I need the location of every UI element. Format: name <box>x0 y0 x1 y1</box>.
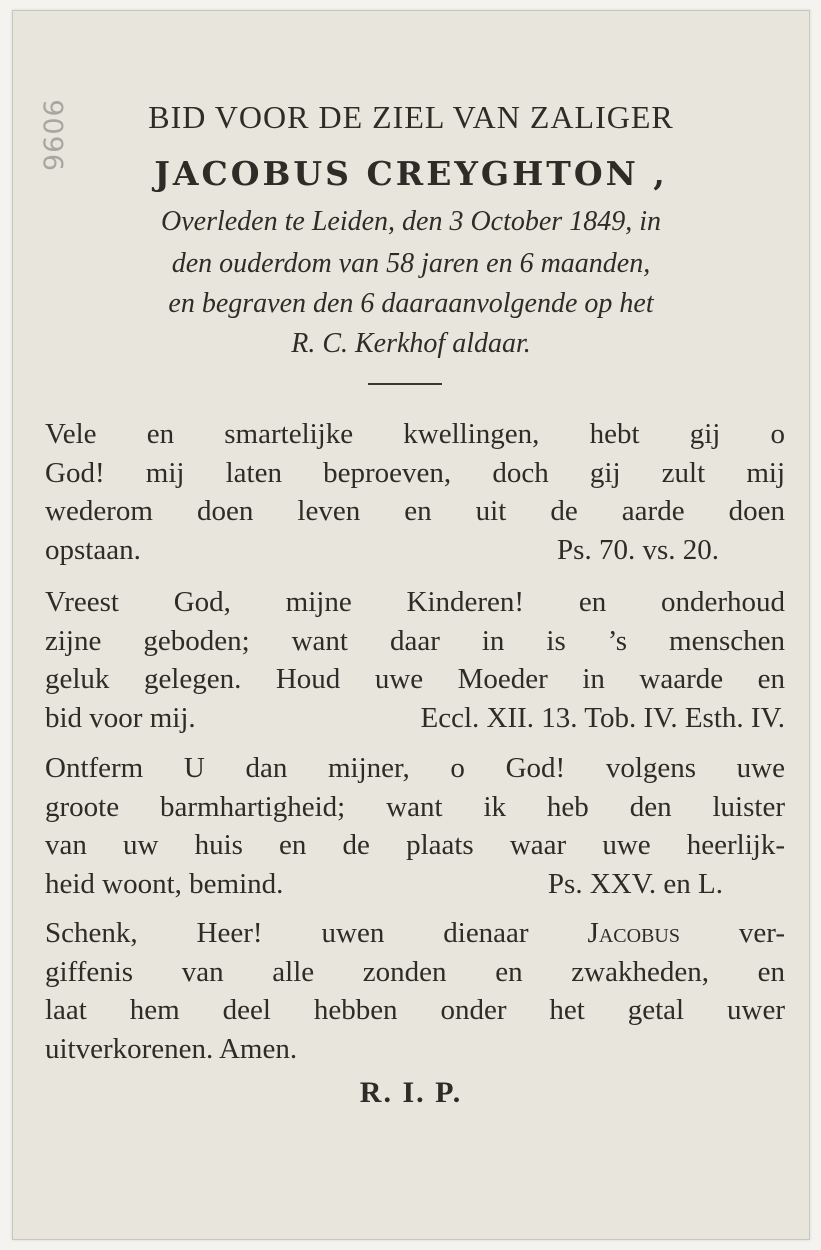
verse-line: geluk gelegen. Houd uwe Moeder in waarde en <box>45 663 785 695</box>
verse-paragraph-2 <box>45 583 785 737</box>
heading-intro: BID VOOR DE ZIEL VAN ZALIGER <box>148 99 674 135</box>
verse-paragraph-4 <box>45 914 785 1068</box>
verse-line: van uw huis en de plaats waar uwe heerlijk- <box>45 829 785 861</box>
verse-line: groote barmhartigheid; want ik heb den luister <box>45 790 785 823</box>
rip-closing: R. I. P. <box>359 1076 463 1109</box>
verse-text: ver- <box>738 917 786 949</box>
verse-line: Vele en smartelijke kwellingen, hebt gij o <box>45 418 785 450</box>
verse-text: opstaan. <box>45 533 141 566</box>
verse-line: God! mij laten beproeven, doch gij zult mij <box>45 456 785 489</box>
verse-text: Schenk, Heer! uwen dienaar <box>45 917 529 949</box>
deceased-name: JACOBUS CREYGHTON , <box>154 154 668 193</box>
divider-rule <box>368 383 442 385</box>
cemetery-line: R. C. Kerkhof aldaar. <box>291 328 531 359</box>
verse-line: Vreest God, mijne Kinderen! en onderhoud <box>45 586 785 618</box>
burial-info-line: en begraven den 6 daaraanvolgende op het <box>168 288 654 319</box>
verse-line: wederom doen leven en uit de aarde doen <box>45 495 785 527</box>
verse-text: heid woont, bemind. <box>45 867 284 900</box>
verse-last-line <box>45 865 785 904</box>
scripture-reference: Ps. XXV. en L. <box>547 867 723 900</box>
verse-line <box>45 914 785 953</box>
verse-line: Ontferm U dan mijner, o God! volgens uwe <box>45 752 785 784</box>
verse-last-line <box>45 531 785 570</box>
verse-line: giffenis van alle zonden en zwakheden, en <box>45 955 785 988</box>
prayer-card <box>12 10 810 1240</box>
verse-paragraph-3 <box>45 749 785 903</box>
verse-text: bid voor mij. <box>45 701 196 734</box>
age-info-line: den ouderdom van 58 jaren en 6 maanden, <box>171 248 651 279</box>
verse-paragraph-1 <box>45 415 785 569</box>
deceased-first-name: Jacobus <box>587 917 680 949</box>
death-info-line: Overleden te Leiden, den 3 October 1849, in <box>161 206 661 237</box>
scripture-reference: Eccl. XII. 13. Tob. IV. Esth. IV. <box>420 701 785 734</box>
archive-number: 9606 <box>39 98 70 171</box>
verse-last-line <box>45 699 785 738</box>
scripture-reference: Ps. 70. vs. 20. <box>557 533 719 566</box>
verse-last-line: uitverkorenen. Amen. <box>45 1032 298 1065</box>
verse-line: zijne geboden; want daar in is ’s menschen <box>45 624 785 657</box>
verse-line: laat hem deel hebben onder het getal uwer <box>45 994 785 1026</box>
